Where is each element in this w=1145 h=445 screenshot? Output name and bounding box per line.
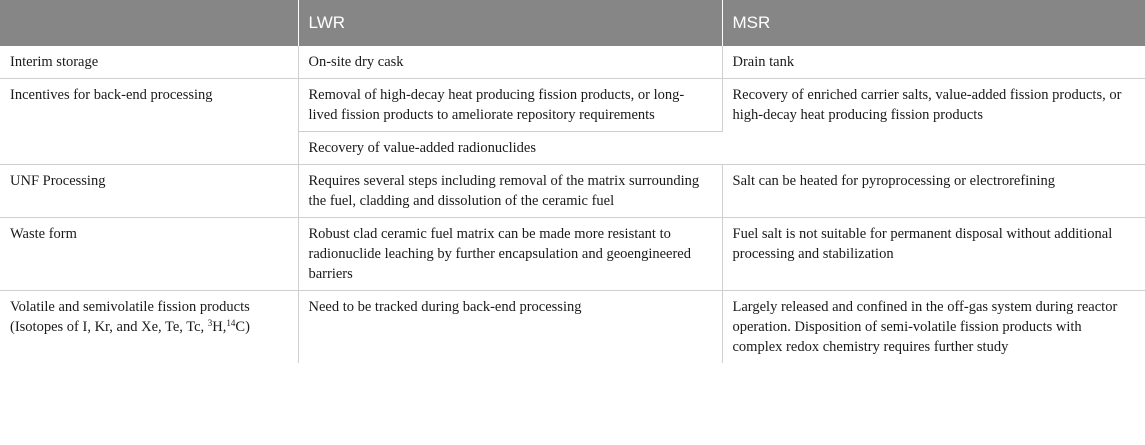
msr-cell: Salt can be heated for pyroprocessing or electrorefining	[722, 165, 1145, 218]
row-label-line2: (Isotopes of I, Kr, and Xe, Te, Tc, $^3$H,$^{14}$C)	[10, 318, 250, 335]
msr-cell: Fuel salt is not suitable for permanent disposal without additional processing and stabilization	[722, 218, 1145, 291]
lwr-cell: Robust clad ceramic fuel matrix can be made more resistant to radionuclide leaching by further encapsulation and geoengineered barriers	[298, 218, 722, 291]
header-msr: MSR	[722, 0, 1145, 46]
msr-cell: Largely released and confined in the off-gas system during reactor operation. Disposition of semi-volatile fission products with complex redox chemistry requires further study	[732, 299, 1118, 355]
lwr-cell: On-site dry cask	[298, 46, 722, 79]
table-row	[0, 218, 1145, 291]
msr-cell: Drain tank	[722, 46, 1145, 79]
row-label: Interim storage	[0, 46, 298, 79]
table-row	[0, 46, 1145, 79]
lwr-cell: Recovery of value-added radionuclides	[298, 132, 722, 165]
row-label: Incentives for back-end processing	[0, 79, 298, 165]
lwr-cell: Need to be tracked during back-end processing	[298, 291, 722, 364]
header-blank	[0, 0, 298, 46]
row-label: UNF Processing	[0, 165, 298, 218]
header-lwr: LWR	[298, 0, 722, 46]
msr-cell: Recovery of enriched carrier salts, value-added fission products, or high-decay heat producing fission products	[722, 79, 1145, 165]
row-label: Waste form	[0, 218, 298, 291]
row-label-line1: Volatile and semivolatile fission products	[10, 299, 250, 315]
table-row	[0, 291, 1145, 364]
table-row	[0, 165, 1145, 218]
header-row	[0, 0, 1145, 46]
row-label	[0, 291, 298, 364]
superscript-14: 14	[226, 318, 236, 328]
table-row	[0, 79, 1145, 132]
lwr-cell: Requires several steps including removal of the matrix surrounding the fuel, cladding and dissolution of the ceramic fuel	[298, 165, 722, 218]
superscript-3: 3	[207, 318, 213, 328]
lwr-cell: Removal of high-decay heat producing fission products, or long-lived fission products to ameliorate repository requirements	[298, 79, 722, 132]
